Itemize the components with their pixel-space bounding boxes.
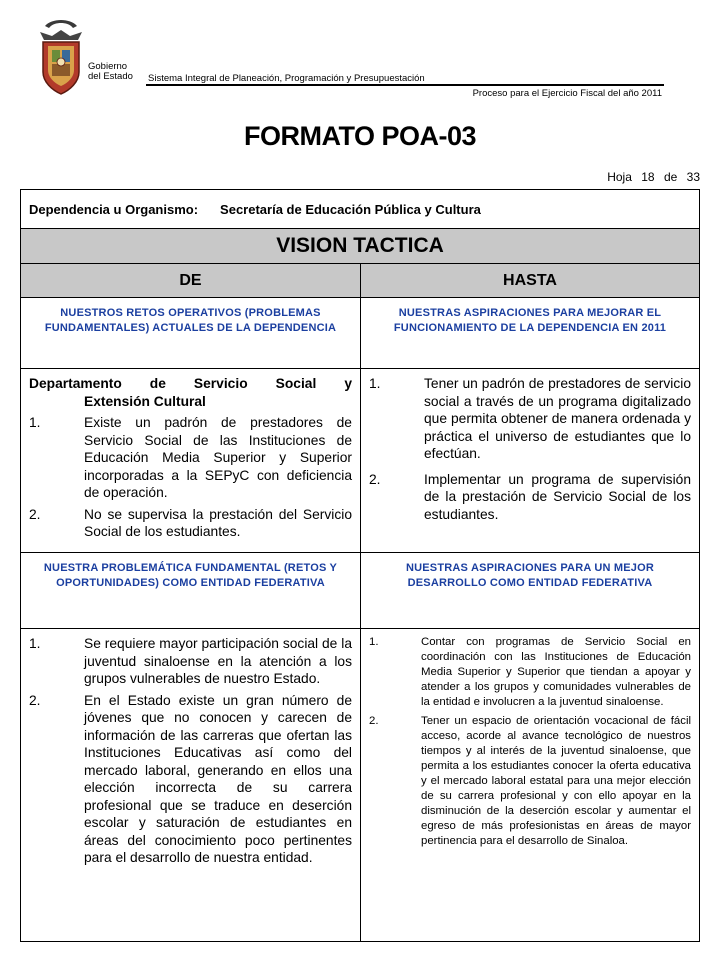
department-name-line-2: Extensión Cultural (84, 393, 206, 409)
list-item-number: 2. (369, 715, 379, 727)
list-item-text: Tener un padrón de prestadores de servicio social a través de un programa digitalizado que permita obtener de manera ordenada y práctica el universo de estudiantes que lo efectúan. (424, 376, 691, 461)
block2-right-heading: NUESTRAS ASPIRACIONES PARA UN MEJOR DESARROLLO COMO ENTIDAD FEDERATIVA (360, 553, 699, 628)
section-title: VISION TACTICA (21, 228, 699, 263)
sheet-separator: de (663, 170, 678, 184)
list-item-number: 2. (369, 471, 381, 487)
list-item-text: No se supervisa la prestación del Servicio Social de los estudiantes. (84, 506, 352, 539)
list-item-number: 1. (29, 636, 41, 651)
sheet-current: 18 (641, 170, 655, 184)
list-item-text: Contar con programas de Servicio Social en coordinación con las Instituciones de Educación Media Superior y Superior que tiendan a apoyar y atender a los grupos y comunidades vulnerables de la entidad e involucren a la juventud sinaloense. (421, 636, 691, 708)
list-item (29, 692, 352, 867)
list-item (29, 506, 352, 541)
list-item-number: 2. (29, 506, 41, 522)
sheet-total: 33 (686, 170, 700, 184)
list-item-text: Se requiere mayor participación social de la juventud sinaloense en la atención a los grupos vulnerables de nuestro Estado. (84, 636, 352, 686)
list-item-text: Implementar un programa de supervisión de la prestación de Servicio Social de los estudiantes. (424, 471, 691, 522)
government-line-2: del Estado (88, 71, 133, 82)
block2-right-content (360, 629, 699, 941)
block2-left-content (21, 629, 360, 941)
block1-left-content (21, 369, 360, 552)
list-item-number: 2. (29, 692, 41, 708)
vision-table (20, 189, 700, 942)
dependency-row (21, 190, 699, 228)
block1-right-content (360, 369, 699, 552)
block2-left-heading: NUESTRA PROBLEMÁTICA FUNDAMENTAL (RETOS Y OPORTUNIDADES) COMO ENTIDAD FEDERATIVA (43, 562, 338, 589)
block2-right-list (369, 635, 691, 849)
list-item-number: 1. (369, 636, 379, 648)
government-line-1: Gobierno (88, 61, 128, 72)
sheet-label: Hoja (607, 170, 632, 184)
column-header-row (21, 263, 699, 297)
list-item (369, 471, 691, 524)
block1-right-list (369, 375, 691, 523)
block1-left-heading: NUESTROS RETOS OPERATIVOS (PROBLEMAS FUNDAMENTALES) ACTUALES DE LA DEPENDENCIA (44, 307, 337, 334)
block2-left-list (29, 635, 352, 867)
block2-content-row (21, 628, 699, 941)
department-name-line-1: Departamento de Servicio Social y (29, 376, 352, 391)
list-item-text: Tener un espacio de orientación vocacional de fácil acceso, acorde al avance tecnológico de nuestros tiempos y al interés de la juventud sinaloense, que permita a los estudiantes conocer la oferta educativa y el mercado laboral estatal para una mejor elección de su carrera profesional y con ello apoyar en la disminución de la deserción escolar y aumentar el egreso de más profesionistas en áreas de mayor pertinencia para el desarrollo de Sinaloa. (421, 715, 691, 847)
header-divider (146, 84, 664, 86)
dependency-value: Secretaría de Educación Pública y Cultura (220, 201, 481, 217)
block2-heading-row (21, 552, 699, 628)
block1-left-list (29, 414, 352, 541)
block1-content-row (21, 368, 699, 552)
block1-heading-row (21, 297, 699, 368)
block1-right-heading: NUESTRAS ASPIRACIONES PARA MEJORAR EL FUNCIONAMIENTO DE LA DEPENDENCIA EN 2011 (360, 298, 699, 368)
list-item (29, 635, 352, 688)
state-seal-logo (38, 18, 84, 96)
system-name: Sistema Integral de Planeación, Programación y Presupuestación (148, 73, 425, 84)
column-header-hasta: HASTA (360, 264, 699, 297)
government-label (88, 62, 133, 82)
fiscal-process-label: Proceso para el Ejercicio Fiscal del año 2011 (472, 88, 662, 99)
list-item (369, 635, 691, 710)
list-item-text: Existe un padrón de prestadores de Servicio Social de las Instituciones de Educación Media Superior y Superior incorporadas a la SEPyC con deficiencia de operación. (84, 415, 352, 500)
list-item-number: 1. (29, 415, 41, 430)
list-item-number: 1. (369, 376, 381, 391)
list-item (369, 375, 691, 463)
list-item-text: En el Estado existe un gran número de jóvenes que no conocen y carecen de información de las carreras que ofertan las Instituciones Educativas así como del mercado laboral, generando en ellos una elección incorrecta de su carrera profesional que se traduce en deserción escolar y saturación de estudiantes en áreas del conocimiento poco pertinentes para el desarrollo de nuestra entidad. (84, 692, 352, 865)
dependency-label: Dependencia u Organismo: (29, 201, 199, 217)
column-header-de: DE (179, 271, 202, 289)
list-item (29, 414, 352, 502)
form-title: FORMATO POA-03 (243, 121, 477, 151)
sheet-counter (601, 170, 700, 184)
list-item (369, 714, 691, 849)
